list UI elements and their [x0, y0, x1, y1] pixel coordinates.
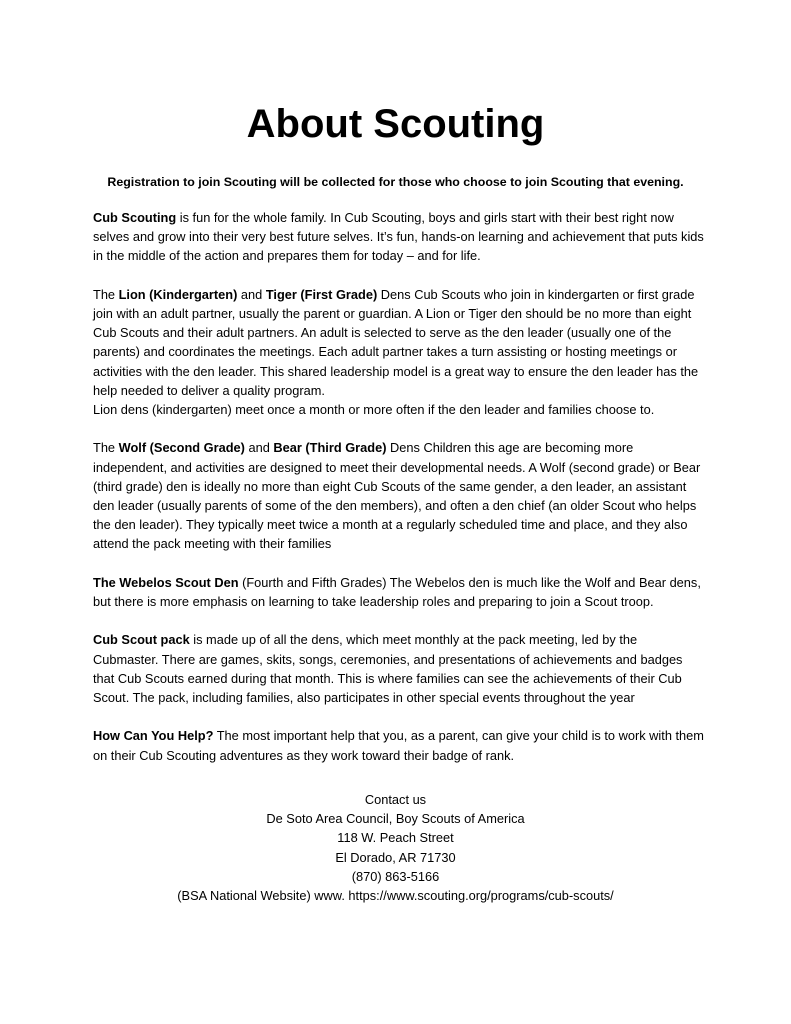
- paragraph-lion-tiger: [93, 285, 705, 419]
- lion-tiger-text: Dens Cub Scouts who join in kindergarten or first grade join with an adult partner, usually the parent or guardian. A Lion or Tiger den should be no more than eight Cub Scouts and their adult partners. An adult is selected to serve as the den leader (usually one of the parents) and coordinates the meetings. Each adult partner takes a turn assisting or hosting meetings or activities with the den leader. This shared leadership model is a great way to ensure the den leader has the help needed to deliver a quality program.: [93, 286, 699, 398]
- contact-city: El Dorado, AR 71730: [335, 849, 456, 865]
- bear-heading: Bear (Third Grade): [273, 440, 387, 456]
- help-text: The most important help that you, as a parent, can give your child is to work with them on their Cub Scouting adventures as they work toward their badge of rank.: [93, 728, 704, 763]
- paragraph-webelos: [93, 573, 705, 611]
- contact-block: [0, 790, 791, 905]
- contact-council: De Soto Area Council, Boy Scouts of America: [266, 811, 525, 827]
- lion-den-note: Lion dens (kindergarten) meet once a month or more often if the den leader and families choose to.: [93, 402, 655, 418]
- wolf-bear-and: and: [244, 440, 274, 456]
- paragraph-cub-scouting: [93, 208, 705, 266]
- help-heading: How Can You Help?: [93, 728, 214, 744]
- lion-tiger-intro: The: [93, 286, 119, 302]
- contact-street: 118 W. Peach Street: [337, 830, 454, 846]
- contact-phone: (870) 863-5166: [351, 868, 440, 884]
- registration-note: Registration to join Scouting will be collected for those who choose to join Scouting that evening.: [107, 175, 684, 189]
- pack-text: is made up of all the dens, which meet monthly at the pack meeting, led by the Cubmaster. There are games, skits, songs, ceremonies, and presentations of achievements and badges that Cub Scouts earned during that month. This is where families can see the achievements of their Cub Scout. The pack, including families, also participates in other special events throughout the year: [93, 632, 683, 706]
- wolf-bear-text: Dens Children this age are becoming more independent, and activities are designed to meet their developmental needs. A Wolf (second grade) or Bear (third grade) den is ideally no more than eight Cub Scouts of the same gender, a den leader, an assistant den leader (usually parents of some of the den members), and often a den chief (an older Scout who helps the den leader). They typically meet twice a month at a regularly scheduled time and place, and they also attend the pack meeting with their families: [93, 440, 701, 552]
- wolf-bear-intro: The: [93, 440, 119, 456]
- paragraph-wolf-bear: [93, 438, 705, 553]
- webelos-heading: The Webelos Scout Den: [93, 574, 239, 590]
- paragraph-pack: [93, 630, 705, 707]
- lion-tiger-and: and: [237, 286, 266, 302]
- wolf-heading: Wolf (Second Grade): [118, 440, 245, 456]
- webelos-text: (Fourth and Fifth Grades) The Webelos den is much like the Wolf and Bear dens, but there is more emphasis on learning to take leadership roles and preparing to join a Scout troop.: [93, 574, 701, 610]
- body-text: [93, 208, 705, 784]
- cub-scouting-text: is fun for the whole family. In Cub Scouting, boys and girls start with their best right now selves and grow into their very best future selves. It’s fun, hands-on learning and achievement that puts kids in the middle of the action and prepares them for today – and for life.: [93, 210, 704, 264]
- lion-heading: Lion (Kindergarten): [118, 286, 238, 302]
- cub-scouting-heading: Cub Scouting: [93, 210, 177, 225]
- contact-label: Contact us: [364, 792, 427, 807]
- paragraph-help: [93, 726, 705, 764]
- pack-heading: Cub Scout pack: [93, 632, 190, 648]
- tiger-heading: Tiger (First Grade): [265, 286, 378, 302]
- contact-website: (BSA National Website) www. https://www.scouting.org/programs/cub-scouts/: [177, 888, 614, 904]
- page-title: About Scouting: [246, 102, 545, 146]
